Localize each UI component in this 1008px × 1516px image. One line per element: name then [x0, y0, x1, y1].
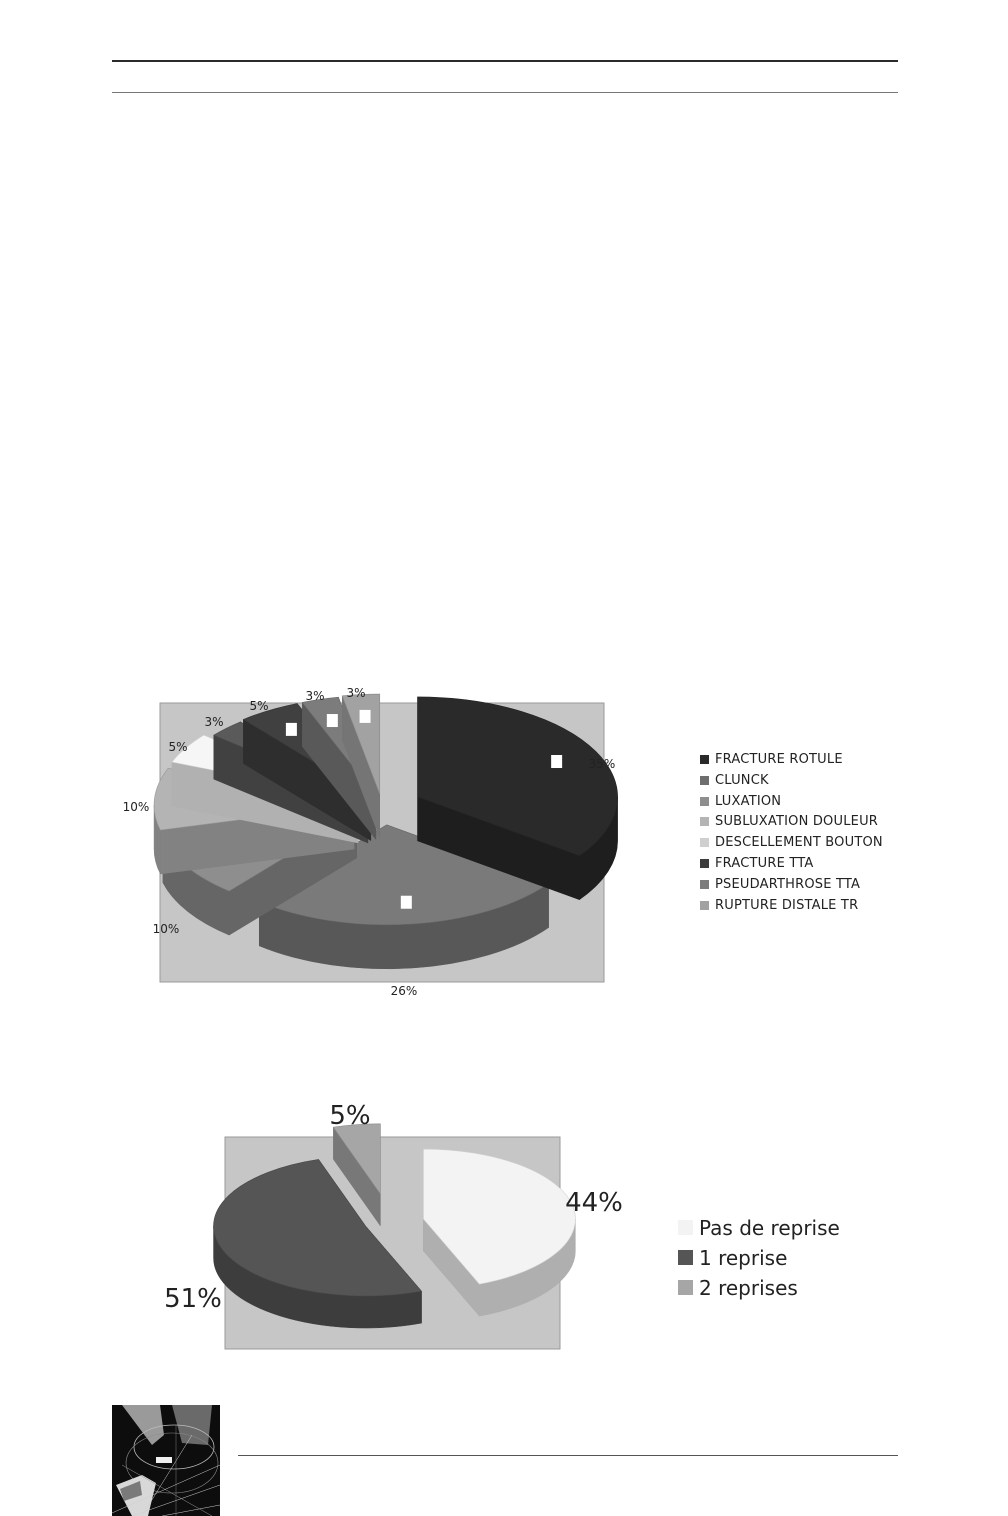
- legend-label: FRACTURE TTA: [715, 855, 814, 871]
- legend-label: FRACTURE ROTULE: [715, 752, 843, 767]
- data-label: 3%: [346, 686, 366, 700]
- revisions-legend: [678, 1213, 898, 1303]
- legend-swatch: [678, 1250, 693, 1265]
- legend-swatch: [678, 1280, 693, 1295]
- data-label: 5%: [249, 699, 269, 713]
- legend-item: [678, 1273, 898, 1303]
- data-label: 3%: [204, 715, 224, 729]
- data-label: 44%: [565, 1188, 623, 1218]
- legend-label: PSEUDARTHROSE TTA: [715, 876, 861, 892]
- data-label: 35%: [588, 757, 616, 771]
- legend-label: SUBLUXATION DOULEUR: [715, 814, 879, 830]
- data-label: 26%: [390, 984, 418, 998]
- legend-swatch: [678, 1220, 693, 1235]
- data-label: 10%: [122, 800, 150, 814]
- legend-label: DESCELLEMENT BOUTON: [715, 835, 883, 851]
- legend-label: RUPTURE DISTALE TR: [715, 897, 859, 913]
- data-label: 3%: [305, 689, 325, 703]
- legend-item: [678, 1243, 898, 1273]
- legend-label: Pas de reprise: [699, 1216, 840, 1240]
- footer-rule: [238, 1455, 898, 1456]
- legend-label: 2 reprises: [699, 1276, 798, 1300]
- data-label: 5%: [329, 1101, 371, 1131]
- legend-label: 1 reprise: [699, 1246, 788, 1270]
- data-label: 10%: [152, 922, 180, 936]
- knee-prosthesis-logo: [112, 1405, 220, 1516]
- legend-item: [678, 1213, 898, 1243]
- data-label: 51%: [164, 1284, 222, 1314]
- data-label: 5%: [168, 740, 188, 754]
- legend-label: CLUNCK: [715, 772, 769, 788]
- legend-label: LUXATION: [715, 793, 782, 809]
